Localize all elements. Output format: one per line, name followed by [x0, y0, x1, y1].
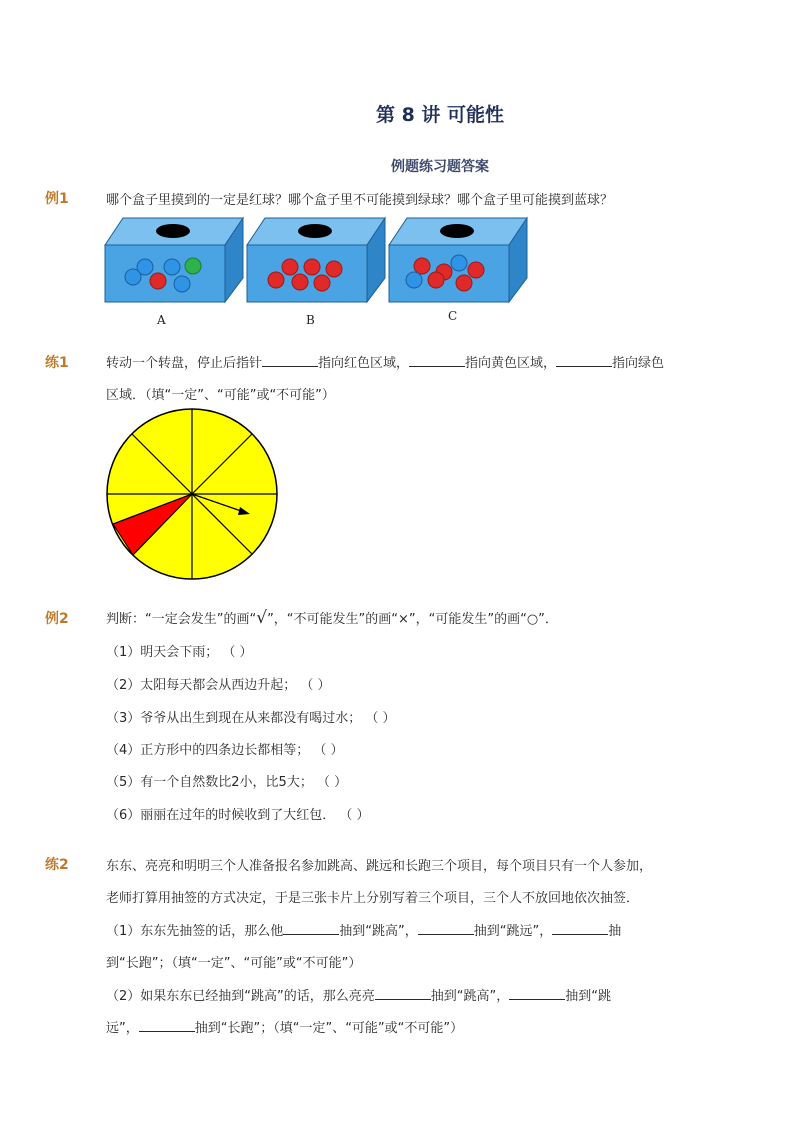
answer-blank[interactable]: [556, 354, 612, 367]
box-b-hole: [298, 224, 332, 238]
answer-blank[interactable]: [409, 354, 465, 367]
box-c-hole: [440, 224, 474, 238]
practice-1-text-b: 指向红色区域，: [318, 356, 410, 371]
q1-text-d: 抽: [608, 924, 622, 939]
judgement-item-4: （4）正方形中的四条边长都相等； （ ）: [106, 743, 344, 758]
judgement-item-6: （6）丽丽在过年的时候收到了大红包． （ ）: [106, 808, 370, 823]
answer-blank[interactable]: [262, 354, 318, 367]
example-1-tag: 例1: [45, 191, 69, 207]
practice-1-text-d: 指向绿色: [612, 356, 665, 371]
practice-1-line-1: [106, 352, 664, 371]
box-b-label: B: [306, 313, 315, 327]
practice-1-text-a: 转动一个转盘，停止后指针: [106, 356, 263, 371]
practice-1-line-2: 区域．（填“一定”、“可能”或“不可能”）: [106, 388, 335, 403]
judgement-item-2: （2）太阳每天都会从西边升起； （ ）: [106, 678, 331, 693]
boxes-illustration: [100, 210, 260, 305]
box-a-hole: [156, 224, 190, 238]
q2-line2-b: 抽到“长跑”；（填“一定”、“可能”或“不可能”）: [194, 1021, 464, 1036]
practice-2-q2: [106, 985, 611, 1004]
judgement-item-3: （3）爷爷从出生到现在从来都没有喝过水； （ ）: [106, 711, 396, 726]
spinner-wheel: [104, 406, 284, 586]
practice-1-text-c: 指向黄色区域，: [465, 356, 557, 371]
practice-2-line-2: 老师打算用抽签的方式决定，于是三张卡片上分别写着三个项目，三个人不放回地依次抽签．: [106, 891, 640, 906]
box-c-label: C: [448, 309, 458, 323]
practice-2-tag: 练2: [45, 857, 69, 873]
q2-text-b: 抽到“跳高”，: [430, 989, 510, 1004]
q1-text-a: （1）东东先抽签的话，那么他: [106, 924, 284, 939]
box-a: [105, 218, 243, 302]
box-a-label: A: [157, 313, 166, 327]
answer-blank[interactable]: [552, 922, 608, 935]
practice-1-tag: 练1: [45, 355, 69, 371]
example-1-question: 哪个盒子里摸到的一定是红球？哪个盒子里不可能摸到绿球？哪个盒子里可能摸到蓝球？: [106, 193, 614, 208]
example-2-intro-b: ”，“不可能发生”的画“×”，“可能发生”的画“○”．: [267, 612, 558, 627]
box-b-illustration: [242, 210, 402, 305]
judgement-item-5: （5）有一个自然数比2小，比5大； （ ）: [106, 775, 348, 790]
example-2-intro: [106, 608, 558, 628]
practice-2-line-1: 东东、亮亮和明明三个人准备报名参加跳高、跳远和长跑三个项目，每个项目只有一个人参加，: [106, 859, 653, 874]
answer-blank[interactable]: [375, 987, 431, 1000]
answer-blank[interactable]: [283, 922, 339, 935]
practice-2-q1: [106, 920, 621, 939]
practice-2-q2-line-2: [106, 1017, 463, 1036]
answer-blank[interactable]: [139, 1019, 195, 1032]
check-mark: √: [256, 608, 268, 628]
judgement-item-1: （1）明天会下雨； （ ）: [106, 645, 253, 660]
q1-text-c: 抽到“跳远”，: [473, 924, 553, 939]
box-c-illustration: [384, 210, 544, 305]
q2-line2-a: 远”，: [106, 1021, 139, 1036]
q2-text-c: 抽到“跳: [565, 989, 611, 1004]
page-title: 第 8 讲 可能性: [375, 104, 505, 126]
page-subtitle: 例题练习题答案: [391, 159, 489, 175]
q1-text-b: 抽到“跳高”，: [339, 924, 418, 939]
example-2-intro-a: 判断：“一定会发生”的画“: [106, 612, 257, 627]
practice-2-q1-line-2: 到“长跑”；（填“一定”、“可能”或“不可能”）: [106, 956, 362, 971]
answer-blank[interactable]: [509, 987, 565, 1000]
q2-text-a: （2）如果东东已经抽到“跳高”的话，那么亮亮: [106, 989, 375, 1004]
answer-blank[interactable]: [418, 922, 474, 935]
example-2-tag: 例2: [45, 611, 69, 627]
